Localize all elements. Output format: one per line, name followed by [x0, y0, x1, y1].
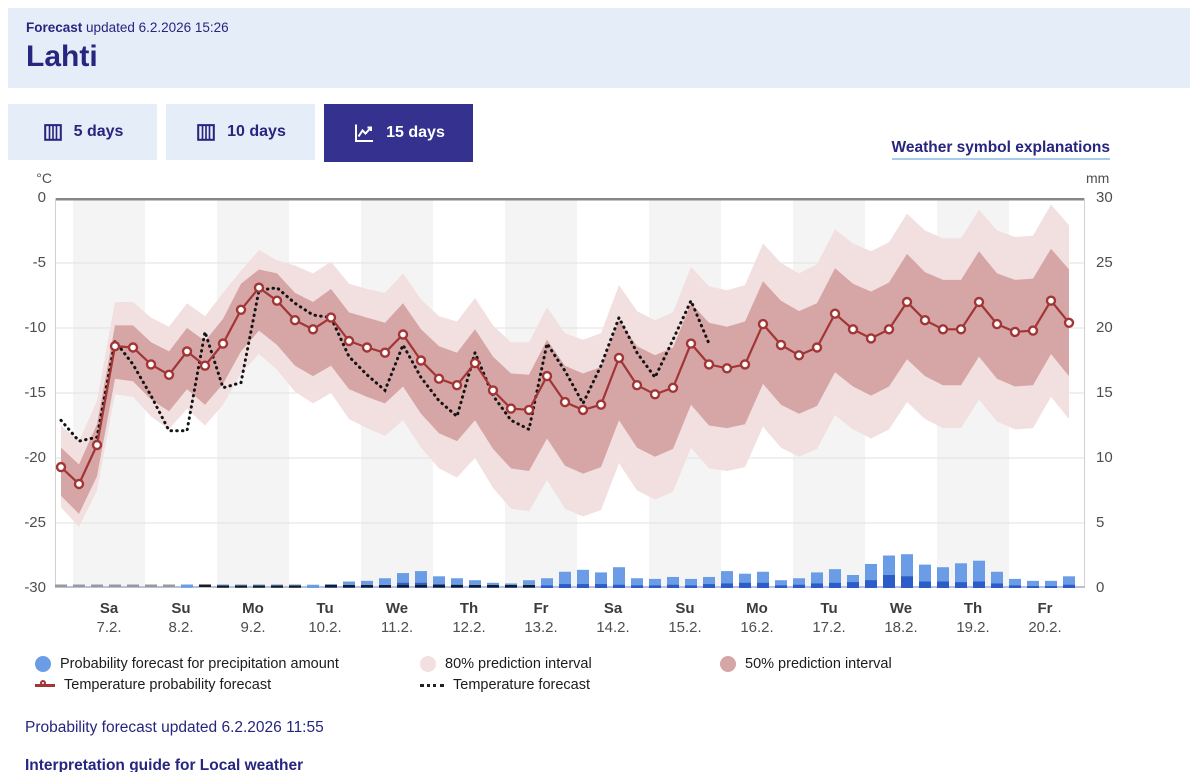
x-axis-day-label [141, 600, 221, 636]
day-abbrev: Fr [533, 600, 549, 617]
day-date: 7.2. [96, 619, 122, 636]
left-axis-tick: -25 [24, 514, 46, 531]
left-axis-tick: -20 [24, 449, 46, 466]
dotted-line-legend-swatch [420, 684, 444, 687]
x-axis-day-label [285, 600, 365, 636]
tab-15-days[interactable] [324, 104, 473, 162]
red-line-marker-legend-swatch [35, 684, 55, 687]
calendar-icon [195, 121, 217, 143]
left-axis-unit-label: °C [36, 170, 52, 186]
pink-circle-legend-swatch [420, 656, 436, 672]
day-date: 15.2. [668, 619, 702, 636]
x-axis-day-label [645, 600, 725, 636]
tab-label: 15 days [386, 124, 445, 141]
day-date: 19.2. [956, 619, 990, 636]
x-axis-day-label [213, 600, 293, 636]
left-axis-tick: -5 [32, 254, 46, 271]
day-date: 13.2. [524, 619, 558, 636]
day-date: 9.2. [240, 619, 266, 636]
forecast-chart-area [0, 168, 1200, 654]
day-abbrev: We [385, 600, 409, 617]
day-date: 8.2. [168, 619, 194, 636]
legend-item [35, 656, 420, 672]
day-abbrev: Tu [316, 600, 334, 617]
x-axis-day-label [1005, 600, 1085, 636]
x-axis-day-label [573, 600, 653, 636]
legend-label: Probability forecast for precipitation amount [60, 656, 339, 672]
forecast-chart [55, 198, 1085, 590]
rose-circle-legend-swatch [720, 656, 736, 672]
weather-symbol-explanations-link[interactable]: Weather symbol explanations [892, 139, 1111, 160]
right-axis-unit-label: mm [1086, 170, 1110, 186]
tab-label: 10 days [227, 123, 286, 140]
day-date: 12.2. [452, 619, 486, 636]
calendar-icon [42, 121, 64, 143]
interpretation-guide-link[interactable]: Interpretation guide for Local weather [25, 757, 303, 772]
day-date: 10.2. [308, 619, 342, 636]
legend-item [720, 656, 1200, 672]
legend-item [420, 656, 720, 672]
x-axis-day-label [861, 600, 941, 636]
right-axis-tick: 20 [1096, 319, 1113, 336]
legend-label: Temperature forecast [453, 677, 591, 693]
day-abbrev: Su [675, 600, 695, 617]
blue-circle-legend-swatch [35, 656, 51, 672]
day-date: 16.2. [740, 619, 774, 636]
chart-icon [352, 121, 376, 145]
x-axis-day-label [357, 600, 437, 636]
day-date: 17.2. [812, 619, 846, 636]
right-axis-tick: 5 [1096, 514, 1105, 531]
x-axis-day-label [789, 600, 869, 636]
x-axis-day-label [933, 600, 1013, 636]
tab-10-days[interactable] [166, 104, 315, 160]
day-abbrev: Th [459, 600, 479, 617]
x-axis-day-label [717, 600, 797, 636]
right-axis-tick: 0 [1096, 579, 1105, 596]
right-axis-tick: 25 [1096, 254, 1113, 271]
left-axis-tick: -15 [24, 384, 46, 401]
day-date: 11.2. [380, 619, 414, 636]
left-axis-tick: 0 [37, 189, 46, 206]
day-abbrev: Sa [99, 600, 119, 617]
forecast-header [8, 8, 1190, 88]
day-abbrev: Su [171, 600, 191, 617]
day-abbrev: Sa [603, 600, 623, 617]
forecast-tabs [8, 104, 1190, 162]
left-axis-tick: -10 [24, 319, 46, 336]
day-date: 18.2. [884, 619, 918, 636]
left-axis-tick: -30 [24, 579, 46, 596]
forecast-updated-text [26, 20, 1172, 35]
chart-legend [35, 656, 1200, 693]
legend-label: 80% prediction interval [445, 656, 592, 672]
day-abbrev: Tu [820, 600, 838, 617]
right-axis-tick: 10 [1096, 449, 1113, 466]
legend-item [35, 677, 420, 693]
x-axis-day-label [501, 600, 581, 636]
forecast-label: Forecast [26, 20, 83, 35]
day-abbrev: Mo [746, 600, 768, 617]
day-date: 14.2. [596, 619, 630, 636]
updated-text: updated 6.2.2026 15:26 [86, 20, 229, 35]
tab-5-days[interactable] [8, 104, 157, 160]
right-axis-tick: 30 [1096, 189, 1113, 206]
x-axis-day-label [429, 600, 509, 636]
x-axis-day-label [69, 600, 149, 636]
probability-updated-text: Probability forecast updated 6.2.2026 11:55 [25, 719, 324, 736]
day-abbrev: We [889, 600, 913, 617]
legend-label: Temperature probability forecast [64, 677, 272, 693]
legend-label: 50% prediction interval [745, 656, 892, 672]
day-abbrev: Th [963, 600, 983, 617]
day-abbrev: Fr [1037, 600, 1053, 617]
day-abbrev: Mo [242, 600, 264, 617]
right-axis-tick: 15 [1096, 384, 1113, 401]
location-title: Lahti [26, 40, 98, 73]
tab-label: 5 days [73, 123, 124, 140]
legend-item [420, 677, 720, 693]
day-date: 20.2. [1028, 619, 1062, 636]
